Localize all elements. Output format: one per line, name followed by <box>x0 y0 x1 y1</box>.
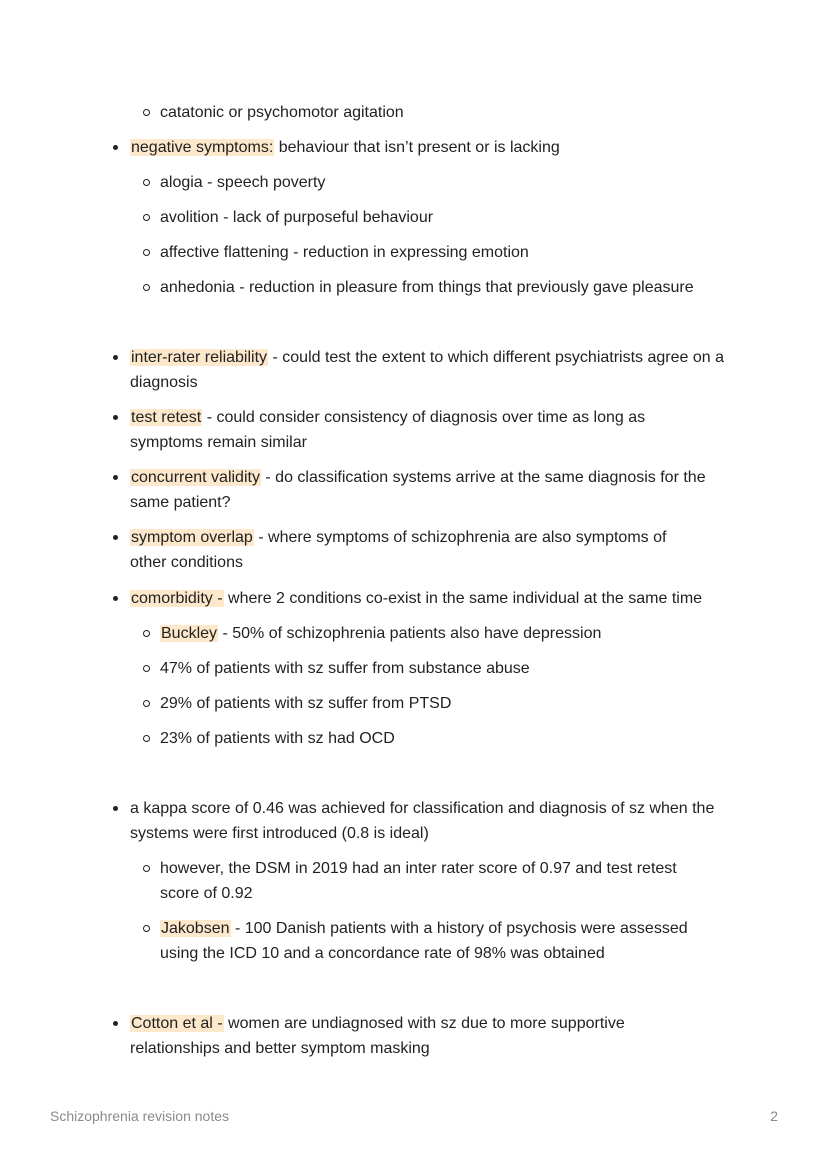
bullet-text: a kappa score of 0.46 was achieved for classification and diagnosis of sz when the systems were first introduced (0.8 is ideal) <box>130 800 715 842</box>
bullet <box>130 1011 650 1061</box>
bullet-text: avolition - lack of purposeful behaviour <box>160 209 434 226</box>
sub-bullet <box>160 691 720 716</box>
sub-bullet <box>160 100 720 125</box>
highlighted-term: Jakobsen <box>161 920 230 937</box>
bullet-text: 47% of patients with sz suffer from substance abuse <box>160 660 530 677</box>
sub-bullet <box>160 621 720 646</box>
bullet-text: where 2 conditions co-exist in the same individual at the same time <box>223 590 703 607</box>
sub-bullet <box>160 205 720 230</box>
bullet-text: however, the DSM in 2019 had an inter rater score of 0.97 and test retest score of 0.92 <box>160 860 677 902</box>
bullet-text: - do classification systems arrive at the same diagnosis for the same patient? <box>130 469 706 511</box>
highlighted-term: inter-rater reliability <box>131 349 268 366</box>
bullet-text: - 50% of schizophrenia patients also have depression <box>218 625 602 642</box>
highlighted-term: symptom overlap <box>131 529 253 546</box>
highlighted-term: Cotton et al - <box>131 1015 223 1032</box>
sub-bullet <box>160 856 710 906</box>
highlighted-term: concurrent validity <box>131 469 260 486</box>
bullet-text: - where symptoms of schizophrenia are also symptoms of other conditions <box>130 529 667 571</box>
bullet <box>130 525 705 575</box>
highlighted-term: test retest <box>131 409 202 426</box>
sub-bullet <box>160 240 720 265</box>
bullet <box>130 345 730 395</box>
sub-bullet <box>160 726 720 751</box>
bullet <box>130 465 720 515</box>
bullet <box>130 586 730 611</box>
bullet-text: women are undiagnosed with sz due to more supportive relationships and better symptom masking <box>130 1015 625 1057</box>
bullet-text: behaviour that isn’t present or is lacking <box>274 139 560 156</box>
bullet-text: catatonic or psychomotor agitation <box>160 104 404 121</box>
bullet-text: - 100 Danish patients with a history of psychosis were assessed using the ICD 10 and a concordance rate of 98% was obtained <box>160 920 688 962</box>
page-number: 2 <box>770 1108 778 1124</box>
bullet <box>130 405 690 455</box>
highlighted-term: comorbidity - <box>131 590 223 607</box>
bullet <box>130 135 730 160</box>
sub-bullet <box>160 916 720 966</box>
highlighted-term: Buckley <box>161 625 218 642</box>
bullet-text: 29% of patients with sz suffer from PTSD <box>160 695 452 712</box>
bullet-text: - could test the extent to which different psychiatrists agree on a diagnosis <box>130 349 724 391</box>
bullet-text: 23% of patients with sz had OCD <box>160 730 395 747</box>
highlighted-term: negative symptoms: <box>131 139 274 156</box>
footer-title: Schizophrenia revision notes <box>50 1108 229 1124</box>
bullet <box>130 796 720 846</box>
sub-bullet <box>160 170 720 195</box>
bullet-text: affective flattening - reduction in expressing emotion <box>160 244 529 261</box>
sub-bullet <box>160 275 740 300</box>
bullet-text: alogia - speech poverty <box>160 174 326 191</box>
bullet-text: - could consider consistency of diagnosis over time as long as symptoms remain similar <box>130 409 646 451</box>
sub-bullet <box>160 656 720 681</box>
bullet-text: anhedonia - reduction in pleasure from things that previously gave pleasure <box>160 279 694 296</box>
